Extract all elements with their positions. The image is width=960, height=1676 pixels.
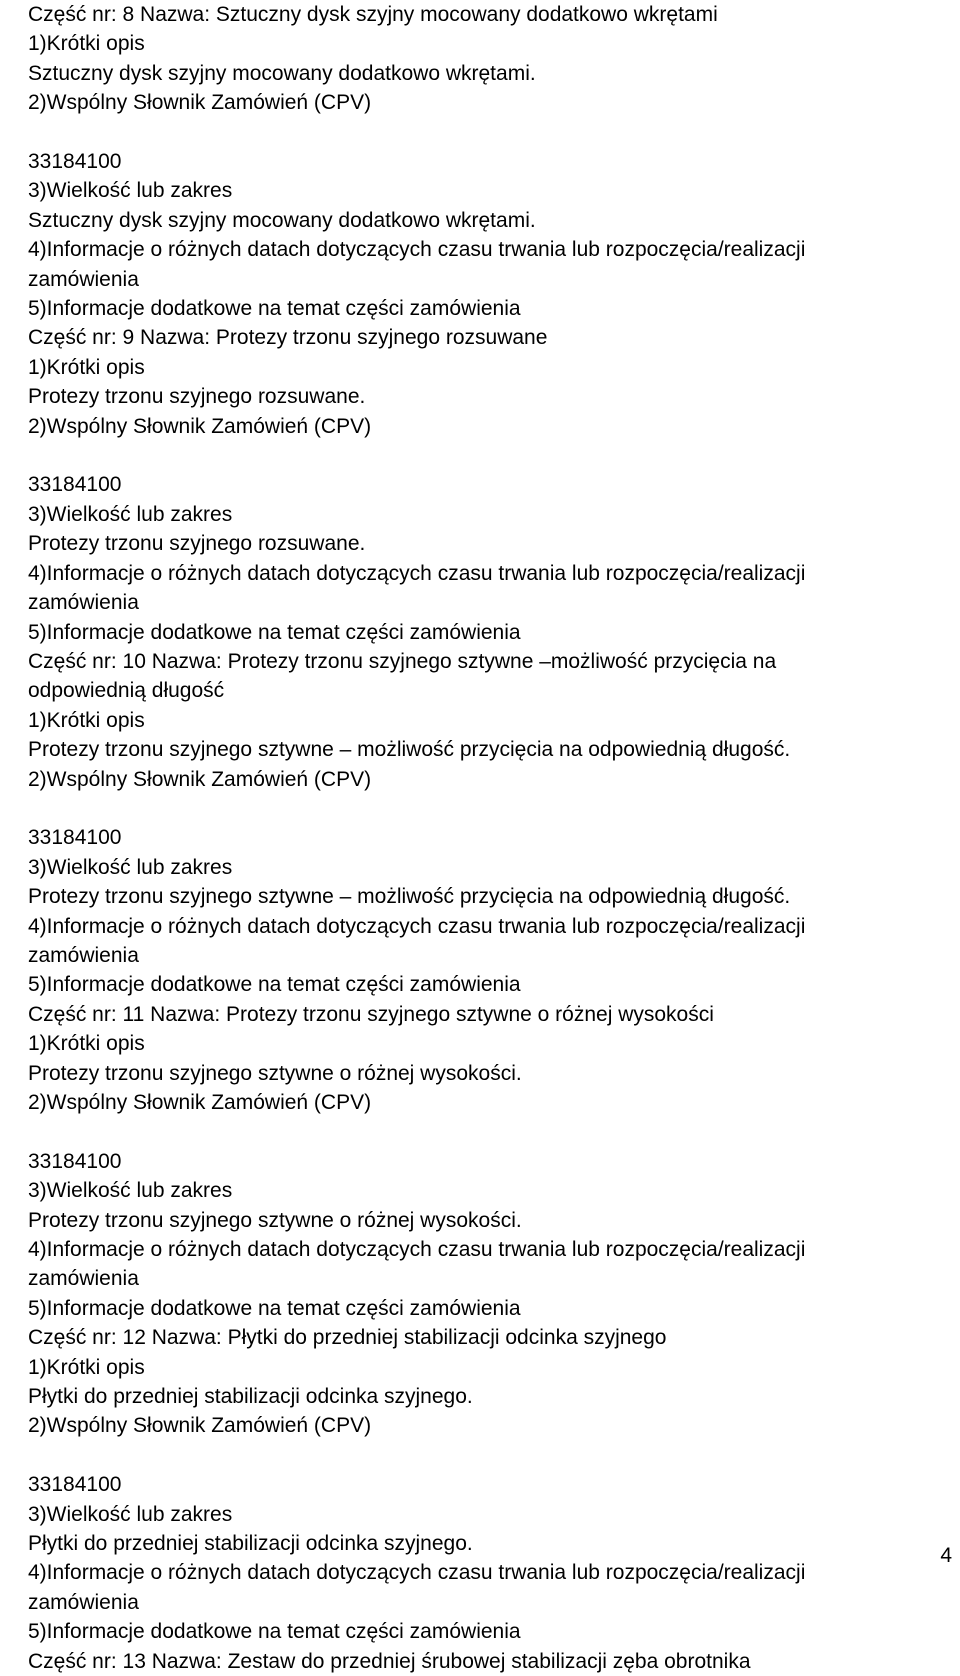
- text-line: zamówienia: [28, 1267, 139, 1291]
- text-line: 33184100: [28, 473, 122, 497]
- text-line: 2)Wspólny Słownik Zamówień (CPV): [28, 1090, 372, 1114]
- text-line: zamówienia: [28, 943, 139, 967]
- text-line: 1)Krótki opis: [28, 32, 145, 56]
- text-line: Protezy trzonu szyjnego sztywne o różnej wysokości.: [28, 1208, 522, 1232]
- text-line: 33184100: [28, 1149, 122, 1173]
- text-line: Protezy trzonu szyjnego sztywne – możliwość przycięcia na odpowiednią długość.: [28, 738, 791, 762]
- text-line: 2)Wspólny Słownik Zamówień (CPV): [28, 767, 372, 791]
- text-line: 33184100: [28, 826, 122, 850]
- text-line: 3)Wielkość lub zakres: [28, 179, 233, 203]
- text-line: Część nr: 11 Nazwa: Protezy trzonu szyjnego sztywne o różnej wysokości: [28, 1002, 714, 1026]
- document-body: [28, 0, 938, 1676]
- text-line: 3)Wielkość lub zakres: [28, 1502, 233, 1526]
- text-line: Protezy trzonu szyjnego sztywne – możliwość przycięcia na odpowiednią długość.: [28, 885, 791, 909]
- text-line: 1)Krótki opis: [28, 355, 145, 379]
- text-line: Część nr: 9 Nazwa: Protezy trzonu szyjnego rozsuwane: [28, 326, 548, 350]
- text-line: Protezy trzonu szyjnego rozsuwane.: [28, 532, 366, 556]
- text-line: zamówienia: [28, 267, 139, 291]
- text-line: Protezy trzonu szyjnego rozsuwane.: [28, 385, 366, 409]
- text-line: odpowiednią długość: [28, 679, 225, 703]
- text-line: 1)Krótki opis: [28, 1032, 145, 1056]
- blank-line: [28, 1441, 938, 1470]
- text-line: 4)Informacje o różnych datach dotyczących czasu trwania lub rozpoczęcia/realizacji: [28, 238, 806, 262]
- text-line: 3)Wielkość lub zakres: [28, 855, 233, 879]
- text-line: 5)Informacje dodatkowe na temat części zamówienia: [28, 973, 521, 997]
- text-line: 4)Informacje o różnych datach dotyczących czasu trwania lub rozpoczęcia/realizacji: [28, 914, 806, 938]
- text-line: 4)Informacje o różnych datach dotyczących czasu trwania lub rozpoczęcia/realizacji: [28, 1238, 806, 1261]
- text-line: 2)Wspólny Słownik Zamówień (CPV): [28, 1414, 372, 1438]
- text-line: zamówienia: [28, 591, 139, 615]
- blank-line: [28, 794, 938, 823]
- text-line: Sztuczny dysk szyjny mocowany dodatkowo wkrętami.: [28, 61, 536, 85]
- text-line: 1)Krótki opis: [28, 1355, 145, 1379]
- text-line: 5)Informacje dodatkowe na temat części zamówienia: [28, 1296, 521, 1320]
- blank-line: [28, 118, 938, 147]
- text-line: 4)Informacje o różnych datach dotyczących czasu trwania lub rozpoczęcia/realizacji: [28, 1561, 806, 1585]
- text-line: 2)Wspólny Słownik Zamówień (CPV): [28, 414, 372, 438]
- text-line: Część nr: 10 Nazwa: Protezy trzonu szyjnego sztywne –możliwość przycięcia na: [28, 649, 777, 673]
- text-line: Część nr: 8 Nazwa: Sztuczny dysk szyjny mocowany dodatkowo wkrętami: [28, 3, 718, 26]
- page-number: 4: [940, 1544, 952, 1567]
- blank-line: [28, 1117, 938, 1146]
- blank-line: [28, 441, 938, 470]
- text-line: 5)Informacje dodatkowe na temat części zamówienia: [28, 297, 521, 321]
- text-line: 3)Wielkość lub zakres: [28, 502, 233, 526]
- text-line: Część nr: 13 Nazwa: Zestaw do przedniej śrubowej stabilizacji zęba obrotnika: [28, 1649, 751, 1673]
- text-line: Część nr: 12 Nazwa: Płytki do przedniej stabilizacji odcinka szyjnego: [28, 1326, 667, 1350]
- text-line: 2)Wspólny Słownik Zamówień (CPV): [28, 91, 372, 115]
- text-line: zamówienia: [28, 1590, 139, 1614]
- text-line: Protezy trzonu szyjnego sztywne o różnej wysokości.: [28, 1061, 522, 1085]
- text-line: 5)Informacje dodatkowe na temat części zamówienia: [28, 620, 521, 644]
- text-line: Sztuczny dysk szyjny mocowany dodatkowo wkrętami.: [28, 208, 536, 232]
- text-line: Płytki do przedniej stabilizacji odcinka szyjnego.: [28, 1385, 473, 1409]
- text-line: 5)Informacje dodatkowe na temat części zamówienia: [28, 1620, 521, 1644]
- text-line: Płytki do przedniej stabilizacji odcinka szyjnego.: [28, 1532, 473, 1556]
- text-line: 1)Krótki opis: [28, 708, 145, 732]
- text-line: 4)Informacje o różnych datach dotyczących czasu trwania lub rozpoczęcia/realizacji: [28, 561, 806, 585]
- text-line: 33184100: [28, 150, 122, 174]
- text-line: 3)Wielkość lub zakres: [28, 1179, 233, 1203]
- text-line: 33184100: [28, 1473, 122, 1497]
